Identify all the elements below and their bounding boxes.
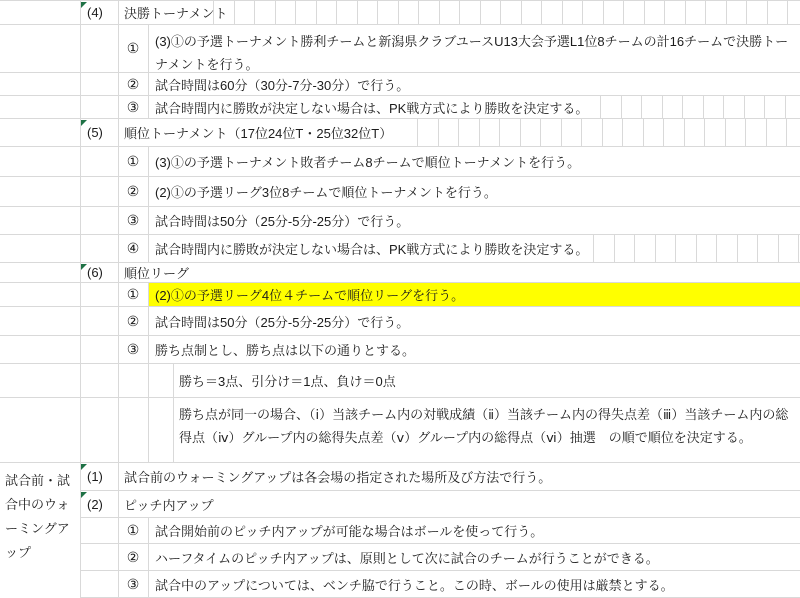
- gridline: [148, 336, 149, 363]
- gridline: [80, 177, 81, 206]
- gridline: [148, 177, 149, 206]
- sheet-row-8: [0, 207, 800, 235]
- column-tick-gridline: [798, 235, 799, 262]
- gridline: [80, 207, 81, 234]
- section-title-cell[interactable]: 順位リーグ: [124, 266, 190, 281]
- gridline: [173, 398, 174, 462]
- item-number-cell[interactable]: ①: [126, 286, 140, 302]
- sheet-row-6: [0, 147, 800, 177]
- item-number-cell[interactable]: ②: [126, 312, 140, 329]
- item-number-cell[interactable]: ③: [126, 98, 140, 115]
- item-number-cell[interactable]: ①: [126, 522, 140, 538]
- section-number-cell[interactable]: (5): [87, 125, 103, 140]
- gridline: [148, 25, 149, 72]
- sub-detail-cell[interactable]: 勝ち＝3点、引分け＝1点、負け＝0点: [179, 374, 396, 389]
- sheet-row-4: [0, 96, 800, 119]
- gridline: [80, 398, 81, 462]
- section-title-cell[interactable]: ピッチ内アップ: [124, 497, 214, 513]
- item-text-cell[interactable]: 試合時間内に勝敗が決定しない場合は、PK戦方式により勝敗を決定する。: [155, 242, 589, 257]
- gridline: [80, 307, 81, 335]
- sheet-row-14: [0, 364, 800, 398]
- section-number-cell[interactable]: (2): [87, 496, 103, 512]
- item-number-cell[interactable]: ①: [126, 40, 140, 56]
- sheet-row-17: [0, 491, 800, 518]
- item-text-cell[interactable]: 試合時間は50分（25分-5分-25分）で行う。: [155, 314, 410, 330]
- gridline: [148, 364, 149, 397]
- item-text-cell[interactable]: (3)①の予選トーナメント敗者チーム8チームで順位トーナメントを行う。: [155, 155, 581, 170]
- sheet-row-1: [0, 1, 800, 25]
- section-number-cell[interactable]: (4): [87, 5, 103, 20]
- item-text-cell[interactable]: 試合中のアップについては、ベンチ脇で行うこと。この時、ボールの使用は厳禁とする。: [155, 577, 674, 593]
- item-text-cell[interactable]: 試合時間は60分（30分-7分-30分）で行う。: [155, 77, 410, 93]
- gridline: [148, 207, 149, 234]
- sheet-row-2: [0, 25, 800, 73]
- category-label-cell[interactable]: 試合前・試合中のウォーミングアップ: [0, 463, 80, 598]
- sheet-row-13: [0, 336, 800, 364]
- gridline: [173, 364, 174, 397]
- gridline: [118, 398, 119, 462]
- item-text-cell[interactable]: 試合開始前のピッチ内アップが可能な場合はボールを使って行う。: [155, 524, 544, 539]
- gridline: [80, 336, 81, 363]
- item-text-cell[interactable]: (2)①の予選リーグ3位8チームで順位トーナメントを行う。: [155, 185, 497, 200]
- item-text-cell[interactable]: (2)①の予選リーグ4位４チームで順位リーグを行う。: [155, 288, 465, 303]
- sheet-row-19: [0, 544, 800, 571]
- item-number-cell[interactable]: ④: [126, 240, 140, 256]
- sheet-row-12: [0, 307, 800, 336]
- gridline: [118, 119, 119, 146]
- section-title-cell[interactable]: 試合前のウォーミングアップは各会場の指定された場所及び方法で行う。: [124, 470, 552, 485]
- gridline: [80, 518, 81, 543]
- sheet-row-10: [0, 263, 800, 283]
- gridline: [80, 235, 81, 262]
- gridline: [118, 491, 119, 517]
- item-number-cell[interactable]: ①: [126, 153, 140, 169]
- gridline: [80, 544, 81, 570]
- sheet-row-20: [0, 571, 800, 598]
- gridline: [80, 571, 81, 597]
- section-title-cell[interactable]: 順位トーナメント（17位24位T・25位32位T）: [124, 126, 393, 141]
- sheet-row-11: [0, 283, 800, 307]
- sheet-row-9: [0, 235, 800, 263]
- gridline: [80, 283, 81, 306]
- gridline: [148, 571, 149, 597]
- sheet-row-18: [0, 518, 800, 544]
- section-number-cell[interactable]: (6): [87, 265, 103, 280]
- item-text-cell[interactable]: 勝ち点制とし、勝ち点は以下の通りとする。: [155, 343, 416, 358]
- item-text-cell[interactable]: (3)①の予選トーナメント勝利チームと新潟県クラブユースU13大会予選L1位8チームの計16チームで決勝トーナメントを行う。: [155, 34, 789, 72]
- gridline: [80, 96, 81, 118]
- gridline: [118, 263, 119, 282]
- item-number-cell[interactable]: ③: [126, 575, 140, 592]
- item-number-cell[interactable]: ②: [126, 548, 140, 565]
- gridline: [148, 235, 149, 262]
- section-title-cell[interactable]: 決勝トーナメント: [124, 6, 228, 21]
- gridline: [148, 307, 149, 335]
- section-number-cell[interactable]: (1): [87, 469, 103, 484]
- item-text-cell[interactable]: 試合時間内に勝敗が決定しない場合は、PK戦方式により勝敗を決定する。: [155, 100, 589, 116]
- gridline: [118, 1, 119, 24]
- gridline: [148, 518, 149, 543]
- gridline: [148, 283, 149, 306]
- gridline: [148, 398, 149, 462]
- item-number-cell[interactable]: ②: [126, 183, 140, 199]
- gridline: [148, 96, 149, 118]
- gridline: [80, 147, 81, 176]
- sheet-row-3: [0, 73, 800, 96]
- sheet-row-16: [0, 463, 800, 491]
- item-number-cell[interactable]: ②: [126, 75, 140, 92]
- gridline: [118, 463, 119, 490]
- item-number-cell[interactable]: ③: [126, 341, 140, 357]
- gridline: [148, 544, 149, 570]
- sub-detail-cell[interactable]: 勝ち点が同一の場合、（ⅰ）当該チーム内の対戦成績（ⅱ）当該チーム内の得失点差（ⅲ）当該チーム内の総得点（ⅳ）グループ内の総得失点差（ⅴ）グループ内の総得点（ⅵ）抽選 の順で順位を決定する。: [179, 407, 789, 445]
- sheet-row-5: [0, 119, 800, 147]
- item-text-cell[interactable]: ハーフタイムのピッチ内アップは、原則として次に試合のチームが行うことができる。: [155, 550, 659, 566]
- item-text-cell[interactable]: 試合時間は50分（25分-5分-25分）で行う。: [155, 214, 410, 229]
- sheet-row-7: [0, 177, 800, 207]
- gridline: [148, 73, 149, 95]
- gridline: [80, 73, 81, 95]
- gridline: [118, 364, 119, 397]
- gridline: [148, 147, 149, 176]
- gridline: [80, 25, 81, 72]
- item-number-cell[interactable]: ③: [126, 212, 140, 228]
- gridline: [80, 364, 81, 397]
- sheet-row-15: [0, 398, 800, 463]
